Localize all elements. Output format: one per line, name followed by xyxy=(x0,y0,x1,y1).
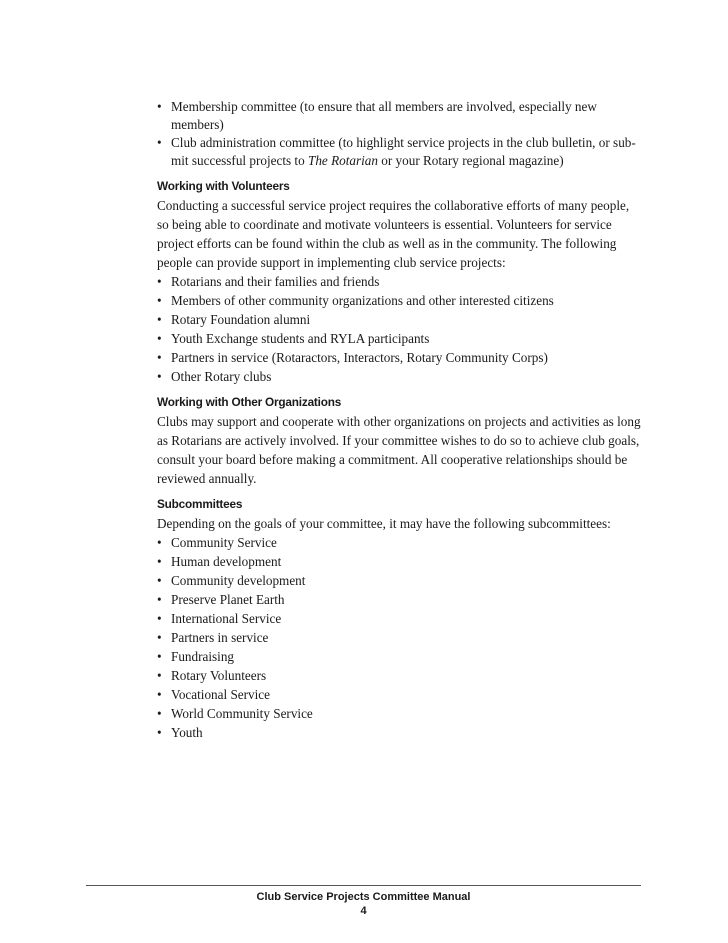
list-item: • Partners in service xyxy=(157,628,643,647)
footer-title: Club Service Projects Committee Manual xyxy=(256,891,471,903)
footer-divider xyxy=(86,885,641,886)
volunteers-paragraph: Conducting a successful service project requires the collaborative efforts of many people, so being able to coordinate and motivate volunteers is essential. Volunteers for service project efforts can be found within the club as well as in the community. The following people can provide support in implementing club service projects: xyxy=(157,198,630,270)
section-heading-subcommittees: Subcommittees xyxy=(157,497,243,511)
list-item: • Vocational Service xyxy=(157,685,643,704)
magazine-title: The Rotarian xyxy=(307,153,378,168)
list-item: • Fundraising xyxy=(157,647,643,666)
list-item-text: Club administration committee (to highlight service projects in the club bulletin, or sub-mit successful projects to xyxy=(171,135,636,168)
list-item: • World Community Service xyxy=(157,704,643,723)
page-footer xyxy=(86,890,641,918)
list-item: • Preserve Planet Earth xyxy=(157,590,643,609)
list-item: • International Service xyxy=(157,609,643,628)
list-item: • Membership committee (to ensure that all members are involved, especially new members) xyxy=(157,98,643,134)
committee-list xyxy=(157,98,643,170)
organizations-paragraph: Clubs may support and cooperate with other organizations on projects and activities as long as Rotarians are actively involved. If your committee wishes to do so to achieve club goals, consult your board before making a commitment. All cooperative relationships should be reviewed annually. xyxy=(157,414,641,486)
section-heading-organizations: Working with Other Organizations xyxy=(157,395,342,409)
list-item: • Other Rotary clubs xyxy=(157,367,643,386)
page-number: 4 xyxy=(360,905,367,917)
volunteers-list xyxy=(157,272,643,386)
section-heading-volunteers: Working with Volunteers xyxy=(157,179,290,193)
list-item: • Youth xyxy=(157,723,643,742)
list-item: • Human development xyxy=(157,552,643,571)
list-item: • Rotary Foundation alumni xyxy=(157,310,643,329)
list-item: • Rotarians and their families and friends xyxy=(157,272,643,291)
page-content xyxy=(157,98,643,742)
list-item-text: or your Rotary regional magazine) xyxy=(377,153,564,168)
list-item: • Members of other community organizations and other interested citizens xyxy=(157,291,643,310)
list-item: • Youth Exchange students and RYLA participants xyxy=(157,329,643,348)
list-item: • Rotary Volunteers xyxy=(157,666,643,685)
list-item xyxy=(157,134,643,170)
list-item: • Community development xyxy=(157,571,643,590)
list-item: • Community Service xyxy=(157,533,643,552)
list-item: • Partners in service (Rotaractors, Interactors, Rotary Community Corps) xyxy=(157,348,643,367)
subcommittees-paragraph: Depending on the goals of your committee, it may have the following subcommittees: xyxy=(157,516,611,531)
subcommittees-list xyxy=(157,533,643,742)
